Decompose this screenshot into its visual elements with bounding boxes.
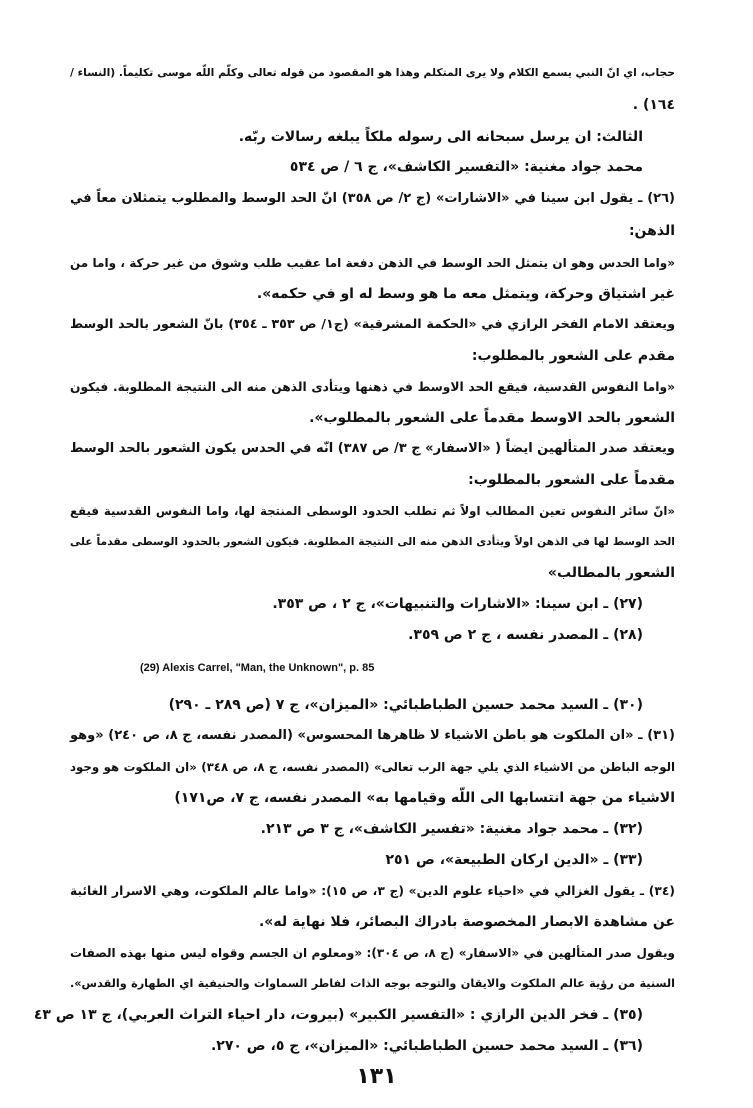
quote-line-3: «واما النفوس القدسية، فيقع الحد الاوسط في ذهنها ويتأدى الذهن منه الى النتيجة المطلوبة. فيكون — [70, 380, 675, 394]
footnote-31-line-2: الوجه الباطن من الاشياء الذي يلي جهة الرب تعالى» (المصدر نفسه، ج ٨، ص ٣٤٨) «ان الملكوت هو وجود — [70, 760, 676, 774]
text-line-2: ١٦٤) . — [632, 97, 675, 113]
text-line-9: ويعتقد الامام الفخر الرازي في «الحكمة المشرقية» (ج١/ ص ٣٥٣ ـ ٣٥٤) بانّ الشعور بالحد الوسط — [70, 317, 675, 332]
text-line-4: محمد جواد مغنية: «التفسير الكاشف»، ج ٦ / ص ٥٣٤ — [289, 159, 643, 175]
footnote-34-line-4: السنية من رؤية عالم الملكوت والايقان والتوجه بوجه الذات لفاطر السماوات والحنيفية اي الطهارة والقدس». — [70, 977, 675, 990]
quote-line-1: «واما الحدس وهو ان يتمثل الحد الوسط في الذهن دفعة اما عقيب طلب وشوق من غير حركة ، واما من — [70, 256, 675, 270]
footnote-35: (٣٥) ـ فخر الدين الرازي : «التفسير الكبير» (بيروت، دار احياء التراث العربي)، ج ١٣ ص ٤٣ — [33, 1007, 643, 1023]
footnote-30: (٣٠) ـ السيد محمد حسين الطباطبائي: «الميزان»، ج ٧ (ص ٢٨٩ ـ ٢٩٠) — [168, 697, 643, 713]
footnote-31-line-1: (٣١) ـ «ان الملكوت هو باطن الاشياء لا ظاهرها المحسوس» (المصدر نفسه، ج ٨، ص ٢٤٠) «وهو — [70, 728, 675, 743]
quote-line-5: «انّ سائر النفوس تعين المطالب اولاً ثم تطلب الحدود الوسطى المنتجة لها، واما النفوس القدسية فيقع — [70, 504, 675, 518]
footnote-26-line-2: الذهن: — [628, 223, 675, 239]
footnote-29-english: (29) Alexis Carrel, "Man, the Unknown", p. 85 — [140, 662, 375, 674]
quote-line-2: غير اشتياق وحركة، ويتمثل معه ما هو وسط له او في حكمه». — [256, 286, 675, 302]
footnote-36: (٣٦) ـ السيد محمد حسين الطباطبائي: «الميزان»، ج ٥، ص ٢٧٠. — [210, 1038, 643, 1054]
footnote-31-line-3: الاشياء من جهة انتسابها الى اللّه وقيامها به» المصدر نفسه، ج ٧، ص١٧١) — [174, 790, 675, 806]
footnote-34-line-2: عن مشاهدة الابصار المخصوصة بادراك البصائر، فلا نهاية له». — [258, 914, 675, 930]
text-line-3: الثالث: ان يرسل سبحانه الى رسوله ملكاً يبلغه رسالات ربّه. — [238, 129, 643, 145]
quote-line-7: الشعور بالمطالب» — [547, 565, 675, 581]
footnote-32: (٣٢) ـ محمد جواد مغنية: «تفسير الكاشف»، ج ٣ ص ٢١٣. — [260, 821, 643, 837]
quote-line-6: الحد الوسط لها في الذهن اولاً ويتأدى الذهن منه الى النتيجة المطلوبة. فيكون الشعور بالحدود الوسطى مقدماً على — [70, 535, 675, 548]
text-line-14: مقدماً على الشعور بالمطلوب: — [468, 472, 675, 488]
footnote-28: (٢٨) ـ المصدر نفسه ، ج ٢ ص ٣٥٩. — [408, 627, 643, 643]
footnote-33: (٣٣) ـ «الدين اركان الطبيعة»، ص ٢٥١ — [385, 852, 643, 868]
footnote-34-line-3: ويقول صدر المتألهين في «الاسفار» (ج ٨، ص ٣٠٤): «ومعلوم ان الجسم وقواه ليس منها بهذه الصفات — [70, 946, 675, 960]
text-line-13: ويعتقد صدر المتألهين ايضاً ( «الاسفار» ج ٣/ ص ٣٨٧) انّه في الحدس يكون الشعور بالحد الوسط — [70, 441, 675, 456]
text-line-1: حجاب، اي انّ النبي يسمع الكلام ولا يرى المتكلم وهذا هو المقصود من قوله تعالى وكلّم اللّه موسى تكليماً. (النساء / — [70, 66, 675, 79]
footnote-34-line-1: (٣٤) ـ يقول الغزالي في «احياء علوم الدين» (ج ٣، ص ١٥): «واما عالم الملكوت، وهي الاسرار الغائبة — [70, 884, 675, 898]
quote-line-4: الشعور بالحد الاوسط مقدماً على الشعور بالمطلوب». — [309, 410, 675, 426]
footnote-26-line-1: (٢٦) ـ يقول ابن سينا في «الاشارات» (ج ٢/ ص ٣٥٨) انّ الحد الوسط والمطلوب يتمثلان معاً في — [70, 191, 675, 206]
text-line-10: مقدم على الشعور بالمطلوب: — [471, 348, 675, 364]
page-number: ١٣١ — [356, 1064, 397, 1089]
footnote-27: (٢٧) ـ ابن سينا: «الاشارات والتنبيهات»، ج ٢ ، ص ٣٥٣. — [272, 596, 643, 612]
